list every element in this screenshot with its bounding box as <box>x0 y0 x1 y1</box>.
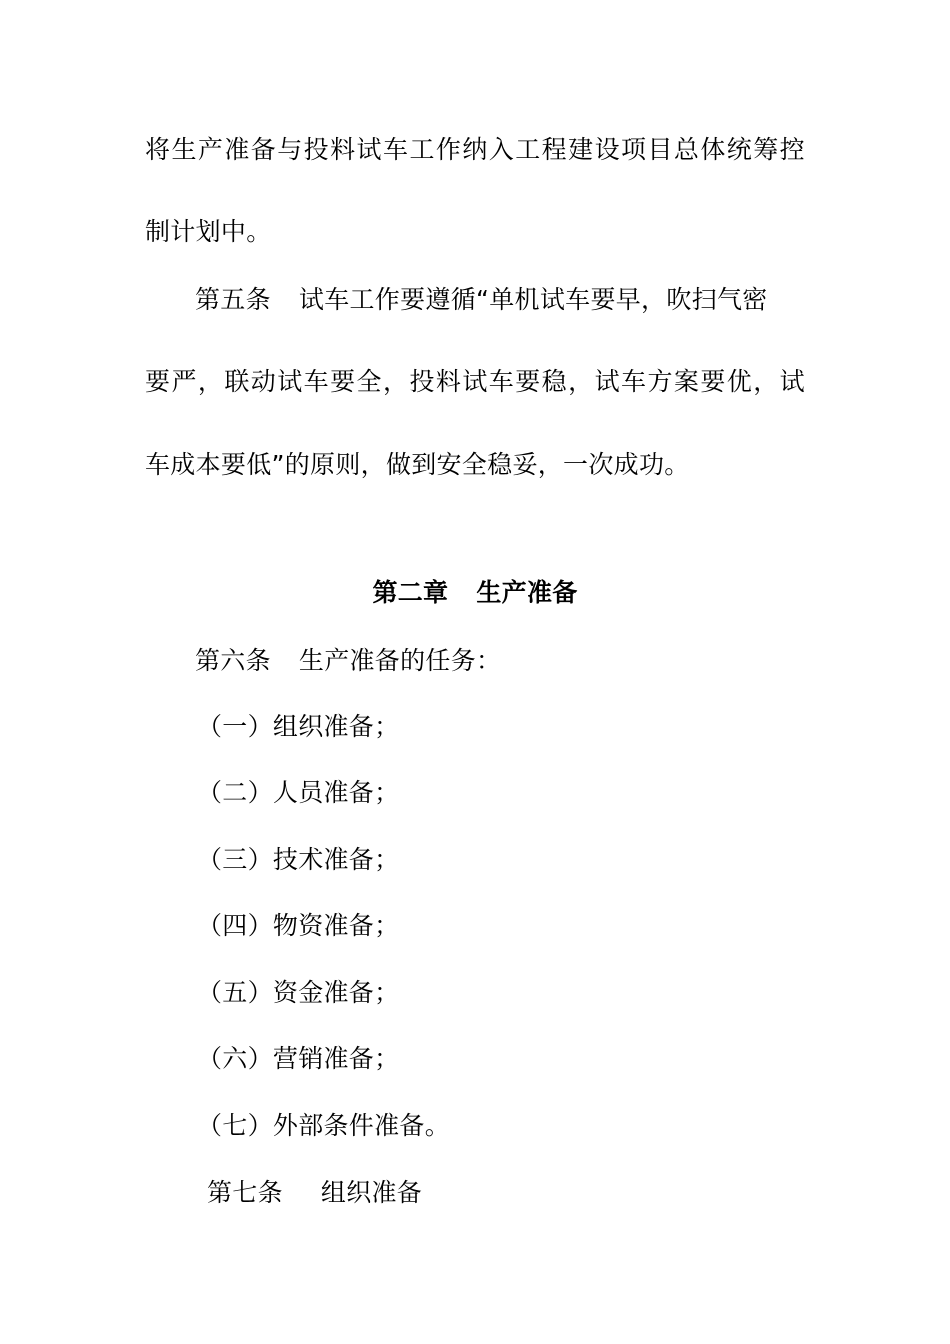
article5-text: 试车工作要遵循“单机试车要早，吹扫气密 <box>298 285 768 314</box>
para1-line2: 制计划中。 <box>145 217 272 246</box>
article6-label: 第六条 <box>195 646 271 675</box>
article7-text: 组织准备 <box>320 1178 423 1207</box>
article7-label: 第七条 <box>207 1178 283 1207</box>
article5-line1 <box>195 285 768 315</box>
list-item: （三）技术准备； <box>197 845 400 874</box>
article6-line <box>195 646 501 676</box>
article6-text: 生产准备的任务： <box>298 646 502 675</box>
chapter-heading <box>0 578 950 608</box>
chapter-title: 生产准备 <box>476 578 578 607</box>
para1-line1: 将生产准备与投料试车工作纳入工程建设项目总体统筹控 <box>145 135 805 164</box>
list-item: （七）外部条件准备。 <box>197 1111 451 1140</box>
list-item: （四）物资准备； <box>197 911 400 940</box>
article7-line <box>207 1178 422 1208</box>
article5-line3: 车成本要低”的原则，做到安全稳妥，一次成功。 <box>145 450 690 479</box>
article5-line2: 要严，联动试车要全，投料试车要稳，试车方案要优，试 <box>145 367 805 396</box>
article5-label: 第五条 <box>195 285 271 314</box>
list-item: （六）营销准备； <box>197 1044 400 1073</box>
chapter-number: 第二章 <box>372 578 449 607</box>
list-item: （二）人员准备； <box>197 778 400 807</box>
list-item: （一）组织准备； <box>197 712 400 741</box>
list-item: （五）资金准备； <box>197 978 400 1007</box>
